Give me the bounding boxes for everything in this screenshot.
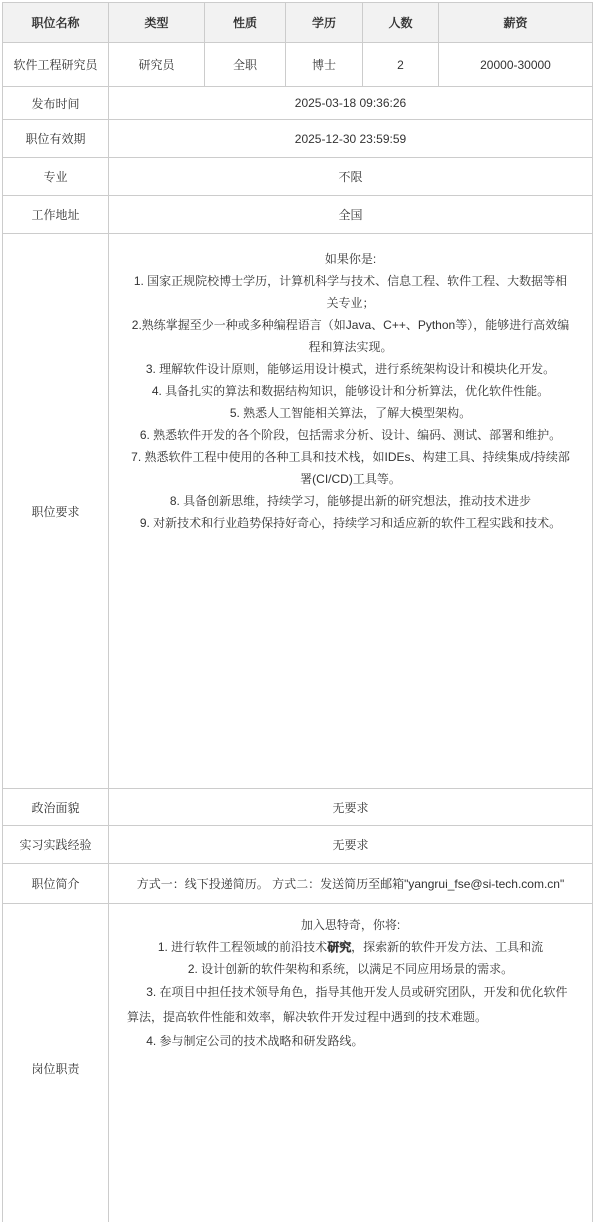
requirement-item-5: 5. 熟悉人工智能相关算法，了解大模型架构。 — [229, 406, 472, 420]
job-title-cell: 软件工程研究员 — [3, 43, 109, 87]
political-status-label: 政治面貌 — [3, 789, 109, 826]
header-headcount: 人数 — [363, 3, 439, 43]
requirements-intro: 如果你是: — [324, 252, 377, 266]
responsibilities-label: 岗位职责 — [3, 904, 109, 1222]
requirement-item-4: 4. 具备扎实的算法和数据结构知识，能够设计和分析算法，优化软件性能。 — [151, 384, 550, 398]
work-location-label: 工作地址 — [3, 196, 109, 234]
header-job-title: 职位名称 — [3, 3, 109, 43]
table-header-row — [3, 3, 593, 43]
responsibilities-value — [109, 904, 593, 1222]
requirements-value — [109, 234, 593, 789]
responsibility-item-4: 4. 参与制定公司的技术战略和研发路线。 — [146, 1034, 364, 1048]
responsibilities-intro: 加入思特奇，你将: — [300, 918, 401, 932]
requirement-item-7: 7. 熟悉软件工程中使用的各种工具和技术栈，如IDEs、构建工具、持续集成/持续部署(CI/CD)工具等。 — [131, 450, 570, 486]
valid-until-label: 职位有效期 — [3, 120, 109, 158]
political-status-row — [3, 789, 593, 826]
header-type: 类型 — [109, 3, 205, 43]
job-nature-cell: 全职 — [205, 43, 286, 87]
responsibilities-row — [3, 904, 593, 1222]
valid-until-row — [3, 120, 593, 158]
requirements-content — [109, 234, 592, 534]
job-intro-value: 方式一：线下投递简历。 方式二：发送简历至邮箱"yangrui_fse@si-tech.com.cn" — [109, 864, 593, 904]
job-summary-row — [3, 43, 593, 87]
major-row — [3, 158, 593, 196]
requirement-item-3: 3. 理解软件设计原则，能够运用设计模式，进行系统架构设计和模块化开发。 — [145, 362, 556, 376]
requirement-item-6: 6. 熟悉软件开发的各个阶段，包括需求分析、设计、编码、测试、部署和维护。 — [139, 428, 562, 442]
political-status-value: 无要求 — [109, 789, 593, 826]
responsibilities-content — [109, 904, 592, 1052]
internship-experience-value: 无要求 — [109, 826, 593, 864]
work-location-row — [3, 196, 593, 234]
responsibility-item-1-prefix: 1. 进行软件工程领域的前沿技术 — [157, 940, 328, 954]
responsibility-item-3: 3. 在项目中担任技术领导角色，指导其他开发人员或研究团队，开发和优化软件算法，提高软件性能和效率，解决软件开发过程中遇到的技术难题。 — [127, 985, 568, 1024]
internship-experience-row — [3, 826, 593, 864]
publish-time-row — [3, 87, 593, 120]
job-education-cell: 博士 — [286, 43, 363, 87]
job-headcount-cell: 2 — [363, 43, 439, 87]
job-salary-cell: 20000-30000 — [439, 43, 593, 87]
job-detail-table — [2, 2, 593, 1222]
requirements-row — [3, 234, 593, 789]
publish-time-label: 发布时间 — [3, 87, 109, 120]
job-type-cell: 研究员 — [109, 43, 205, 87]
requirement-item-2: 2.熟练掌握至少一种或多种编程语言（如Java、C++、Python等），能够进行高效编程和算法实现。 — [131, 318, 570, 354]
major-label: 专业 — [3, 158, 109, 196]
requirement-item-1: 1. 国家正规院校博士学历，计算机科学与技术、信息工程、软件工程、大数据等相关专业； — [133, 274, 568, 310]
responsibility-item-1-suffix: ，探索新的软件开发方法、工具和流 — [351, 940, 544, 954]
requirements-label: 职位要求 — [3, 234, 109, 789]
header-salary: 薪资 — [439, 3, 593, 43]
header-nature: 性质 — [205, 3, 286, 43]
header-education: 学历 — [286, 3, 363, 43]
responsibility-item-2: 2. 设计创新的软件架构和系统，以满足不同应用场景的需求。 — [187, 962, 514, 976]
responsibility-item-1-overlap-text: 研究 — [327, 940, 352, 954]
internship-experience-label: 实习实践经验 — [3, 826, 109, 864]
work-location-value: 全国 — [109, 196, 593, 234]
job-intro-label: 职位简介 — [3, 864, 109, 904]
requirement-item-9: 9. 对新技术和行业趋势保持好奇心，持续学习和适应新的软件工程实践和技术。 — [139, 516, 562, 530]
responsibility-item-1 — [127, 936, 574, 958]
valid-until-value: 2025-12-30 23:59:59 — [109, 120, 593, 158]
requirement-item-8: 8. 具备创新思维，持续学习，能够提出新的研究想法，推动技术进步 — [169, 494, 532, 508]
job-intro-row — [3, 864, 593, 904]
publish-time-value: 2025-03-18 09:36:26 — [109, 87, 593, 120]
major-value: 不限 — [109, 158, 593, 196]
